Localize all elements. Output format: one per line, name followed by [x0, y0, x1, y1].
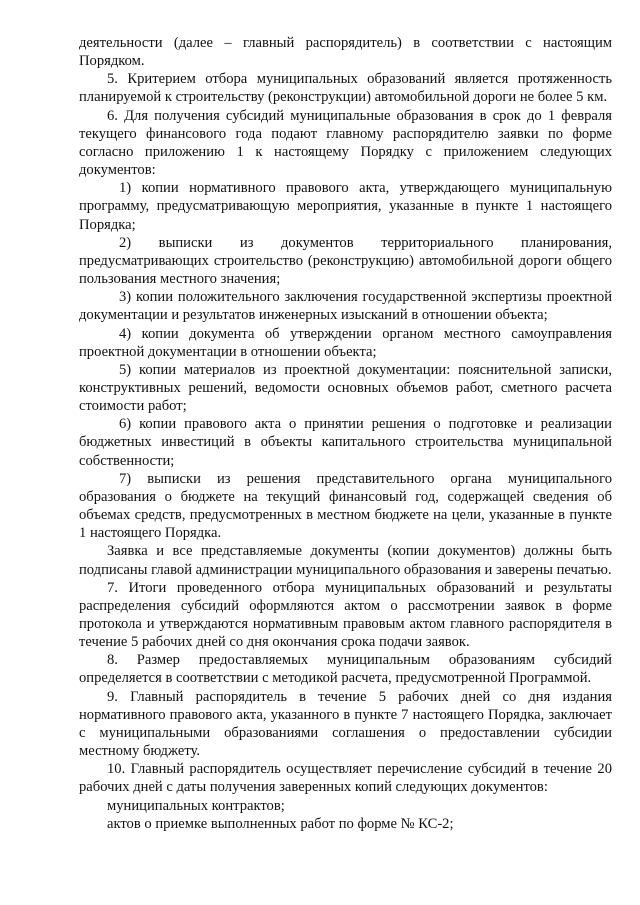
paragraph-item-6: 6. Для получения субсидий муниципальные образования в срок до 1 февраля текущего финансового года подают главному распорядителю заявки по форме согласно приложению 1 к настоящему Порядку с приложением следующих документов: — [79, 107, 612, 179]
subitem-4: 4) копии документа об утверждении органом местного самоуправления проектной документации в отношении объекта; — [79, 325, 612, 360]
paragraph-item-5: 5. Критерием отбора муниципальных образований является протяженность планируемой к строительству (реконструкции) автомобильной дороги не более 5 км. — [79, 71, 612, 106]
paragraph-item-8: 8. Размер предоставляемых муниципальным образованиям субсидий определяется в соответствии с методикой расчета, предусмотренной Программой. — [79, 652, 612, 687]
subitem-6: 6) копии правового акта о принятии решения о подготовке и реализации бюджетных инвестиций в объекты капитального строительства муниципальной собственности; — [79, 416, 612, 469]
paragraph-intro-continuation: деятельности (далее – главный распорядитель) в соответствии с настоящим Порядком. — [79, 35, 612, 70]
subitem-2: 2) выписки из документов территориального планирования, предусматривающих строительство (реконструкцию) автомобильной дороги общего пользования местного значения; — [79, 234, 612, 288]
subitem-7: 7) выписки из решения представительного органа муниципального образования о бюджете на текущий финансовый год, содержащей сведения об объемах средств, предусмотренных в местном бюджете на цели, указанные в пункте 1 настоящего Порядка. — [79, 470, 612, 542]
list-item-ks2-acts: актов о приемке выполненных работ по форме № КС-2; — [107, 815, 454, 832]
paragraph-signature-requirement: Заявка и все представляемые документы (копии документов) должны быть подписаны главой администрации муниципального образования и заверены печатью. — [79, 543, 612, 578]
paragraph-item-9: 9. Главный распорядитель в течение 5 рабочих дней со дня издания нормативного правового акта, указанного в пункте 7 настоящего Порядка, заключает с муниципальными образованиями соглашения о предоставлении субсидии местному бюджету. — [79, 688, 612, 760]
paragraph-item-10: 10. Главный распорядитель осуществляет перечисление субсидий в течение 20 рабочих дней с даты получения заверенных копий следующих документов: — [79, 761, 612, 796]
paragraph-item-7: 7. Итоги проведенного отбора муниципальных образований и результаты распределения субсидий оформляются актом о рассмотрении заявок в форме протокола и утверждаются нормативным правовым актом главного распорядителя в течение 5 рабочих дней со дня окончания срока подачи заявок. — [79, 579, 612, 651]
subitem-1: 1) копии нормативного правового акта, утверждающего муниципальную программу, предусматривающую мероприятия, указанные в пункте 1 настоящего Порядка; — [79, 180, 612, 233]
list-item-contracts: муниципальных контрактов; — [107, 797, 285, 814]
subitem-5: 5) копии материалов из проектной документации: пояснительной записки, конструктивных решений, ведомости основных объемов работ, сметного расчета стоимости работ; — [79, 361, 612, 415]
subitem-3: 3) копии положительного заключения государственной экспертизы проектной документации и результатов инженерных изысканий в отношении объекта; — [79, 289, 612, 324]
